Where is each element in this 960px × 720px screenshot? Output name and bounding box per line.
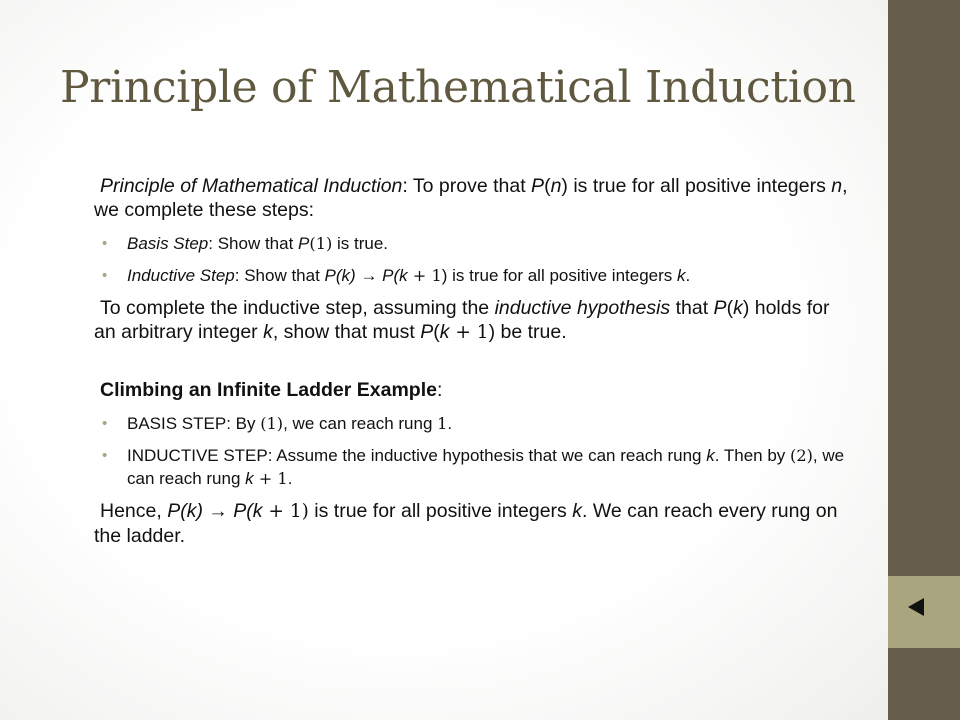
math-p: P [298, 234, 310, 253]
text-run: Hence, [100, 500, 168, 522]
text-run: . [447, 414, 453, 433]
ladder-list [94, 412, 854, 490]
math-one: (1) [260, 414, 284, 433]
math-k: k [733, 297, 743, 319]
text-run: is true for all positive integers [447, 266, 678, 285]
side-accent-block [888, 576, 960, 648]
completion-paragraph: To complete the inductive step, assuming the inductive hypothesis that P(k) holds for an arbitrary integer k, show that must P(k + 1) be true. [94, 297, 830, 343]
math-p: P [713, 297, 727, 319]
math-paren: ) [301, 501, 309, 522]
text-run: : Show that [234, 266, 325, 285]
text-run: is true for all positive integers [567, 175, 832, 197]
text-run: is true for all positive integers [308, 500, 573, 522]
inductive-term: Inductive Step [127, 266, 235, 285]
list-item-basis-step [127, 232, 854, 255]
steps-list [94, 232, 854, 287]
inductive-hypothesis-term: inductive hypothesis [494, 297, 671, 319]
math-plus-one: + 1 [253, 469, 288, 488]
text-run: , we can reach rung [127, 446, 845, 488]
math-plus-one: + 1 [449, 322, 489, 343]
math-n: n [831, 175, 843, 197]
text-run: : Show that [208, 234, 299, 253]
math-n: n [550, 175, 562, 197]
math-pk: P(k) [167, 500, 203, 522]
math-k: k [706, 446, 715, 465]
triangle-left-icon[interactable] [908, 598, 924, 616]
list-item-inductive-step [127, 264, 854, 287]
math-plus-one: + 1 [407, 266, 442, 285]
math-plus-one: + 1 [262, 501, 302, 522]
math-k: k [572, 500, 582, 522]
math-p: P [420, 321, 434, 343]
text-run: . [287, 469, 293, 488]
text-run: : [436, 379, 443, 401]
math-pk1: P(k [233, 500, 263, 522]
text-run: , we can reach rung [283, 414, 438, 433]
text-run: , show that must [272, 321, 421, 343]
spacer [94, 345, 854, 378]
principle-paragraph: Principle of Mathematical Induction: To prove that P(n) is true for all positive integers n, we complete these steps: [94, 175, 848, 221]
math-rung-one: 1 [437, 414, 448, 433]
text-run: , we complete these steps: [94, 175, 848, 221]
text-run: be true. [495, 321, 567, 343]
math-p: P [531, 175, 545, 197]
list-item-ladder-basis [127, 412, 854, 435]
slide-content [94, 174, 854, 548]
text-run: . Then by [714, 446, 791, 465]
math-k: k [245, 469, 254, 488]
math-paren: ) [441, 266, 448, 285]
math-pk: P(k) [324, 266, 356, 285]
math-k: k [263, 321, 273, 343]
text-run: INDUCTIVE STEP: Assume the inductive hypothesis that we can reach rung [127, 446, 707, 465]
text-run: . We can reach every rung on the ladder. [94, 500, 838, 547]
ladder-heading [94, 378, 854, 402]
math-pk1: P(k [382, 266, 408, 285]
text-run: : To prove that [402, 175, 532, 197]
basis-term: Basis Step [127, 234, 209, 253]
text-run: . [685, 266, 691, 285]
text-run: To complete the inductive step, assuming the [100, 297, 495, 319]
text-run: is true. [332, 234, 389, 253]
text-run: that [670, 297, 714, 319]
implies-arrow: → [360, 266, 378, 285]
slide-title: Principle of Mathematical Induction [60, 62, 856, 113]
text-run: BASIS STEP: By [127, 414, 261, 433]
list-item-ladder-inductive [127, 444, 854, 490]
math-k: k [677, 266, 686, 285]
implies-arrow: → [208, 500, 228, 522]
conclusion-paragraph [94, 499, 854, 548]
math-one: (1) [309, 234, 333, 253]
math-k: k [439, 321, 450, 343]
principle-term: Principle of Mathematical Induction [100, 175, 403, 197]
text-run: holds for an arbitrary integer [94, 297, 830, 343]
math-two: (2) [790, 446, 813, 465]
ladder-heading-text: Climbing an Infinite Ladder Example [100, 379, 437, 401]
